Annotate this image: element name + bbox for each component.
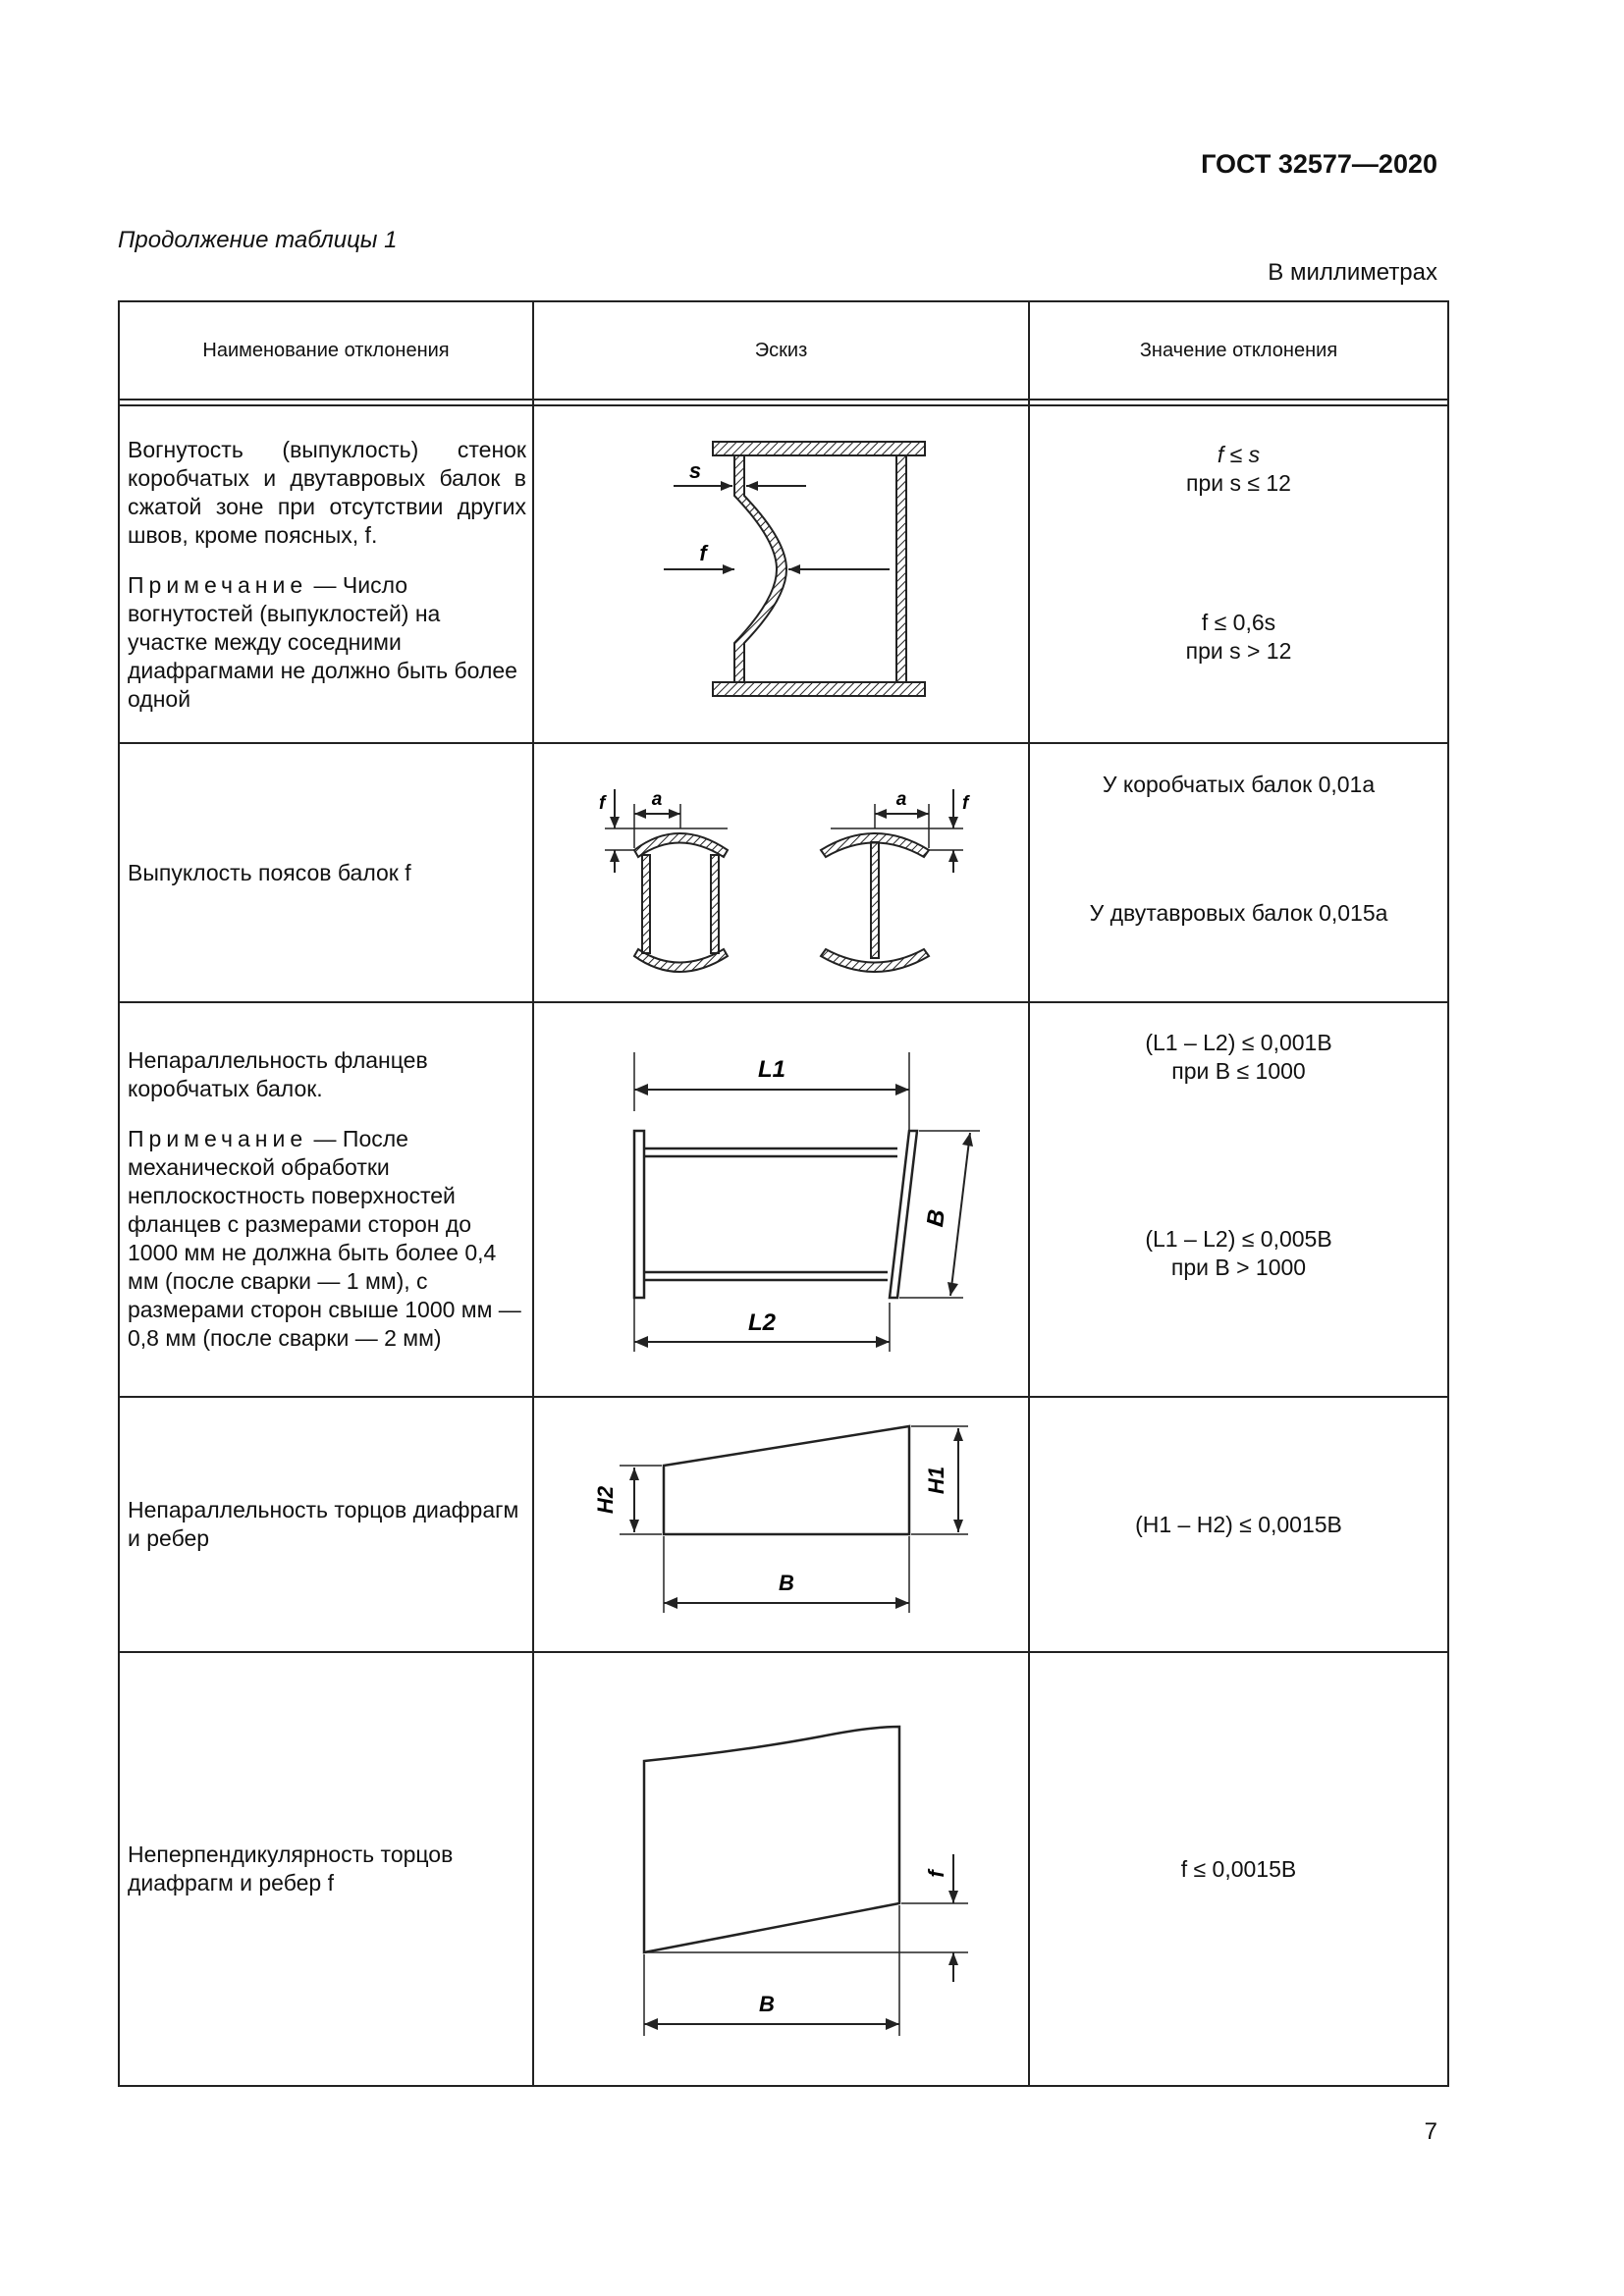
sketch-label-f: f: [598, 793, 605, 814]
sketch-cell: [533, 743, 1029, 1002]
column-header-sketch: Эскиз: [533, 301, 1029, 400]
deviation-name-cell: [119, 1652, 533, 2086]
deviation-name: Непараллельность фланцев коробчатых балок.: [128, 1047, 428, 1101]
standard-code: ГОСТ 32577—2020: [1201, 149, 1437, 179]
deviation-name: Неперпендикулярность торцов диафрагм и ребер f: [128, 1842, 454, 1896]
deviation-value: [1029, 1397, 1448, 1652]
sketch-label-h1: H1: [923, 1466, 948, 1495]
end-nonperpendicular-sketch: [575, 1682, 988, 2056]
deviation-value: [1030, 1003, 1447, 1111]
sketch-cell: [533, 1397, 1029, 1652]
value-subtable: [1030, 1003, 1447, 1396]
sketch-label-h2: H2: [592, 1485, 618, 1515]
value-subtable: [1030, 744, 1447, 1001]
sketch-label-b: B: [778, 1571, 794, 1595]
value-line-1: (L1 – L2) ≤ 0,005B: [1145, 1226, 1332, 1252]
table-row: [119, 1002, 1448, 1397]
table-row: [119, 405, 1448, 743]
deviation-name-cell: [119, 405, 533, 743]
sketch-label-s: s: [688, 458, 701, 483]
deviation-value: [1030, 1111, 1447, 1396]
deviation-note: [128, 571, 526, 714]
column-header-value: Значение отклонения: [1029, 301, 1448, 400]
value-line-1: (L1 – L2) ≤ 0,001B: [1145, 1030, 1332, 1055]
note-label: Примечание: [128, 571, 308, 598]
deviation-name: Непараллельность торцов диафрагм и ребер: [128, 1497, 519, 1551]
deviation-name-cell: [119, 1002, 533, 1397]
value-line-1: У двутавровых балок 0,015a: [1089, 899, 1388, 926]
table-header-row: [119, 301, 1448, 400]
sketch-label-a: a: [895, 789, 906, 810]
sketch-cell: [533, 1652, 1029, 2086]
value-line-1: f ≤ s: [1217, 442, 1261, 467]
deviation-value: [1030, 406, 1447, 532]
end-nonparallel-sketch: [575, 1412, 988, 1637]
deviation-value: [1029, 1652, 1448, 2086]
deviation-note: [128, 1125, 526, 1353]
deviation-table: [118, 300, 1449, 2087]
value-line-2: при s > 12: [1185, 638, 1292, 664]
deviation-value: [1030, 532, 1447, 742]
value-line-2: при B > 1000: [1170, 1255, 1307, 1280]
page-number: 7: [1424, 2118, 1437, 2145]
table-row: [119, 1652, 1448, 2086]
flange-convexity-sketch: [585, 760, 978, 986]
sketch-cell: [533, 405, 1029, 743]
value-line-1: (H1 – H2) ≤ 0,0015B: [1135, 1511, 1342, 1537]
note-label: Примечание: [128, 1126, 308, 1151]
sketch-label-b: B: [921, 1207, 950, 1229]
deviation-value: [1030, 744, 1447, 825]
value-line-2: при s ≤ 12: [1186, 470, 1291, 496]
table-row: [119, 743, 1448, 1002]
sketch-label-f: f: [961, 793, 968, 814]
sketch-label-l1: L1: [757, 1056, 785, 1083]
value-line-2: при B ≤ 1000: [1171, 1058, 1306, 1084]
value-line-1: f ≤ 0,6s: [1201, 610, 1276, 635]
deviation-name-cell: [119, 1397, 533, 1652]
deviation-name-cell: [119, 743, 533, 1002]
table-row: [119, 1397, 1448, 1652]
sketch-label-a: a: [651, 789, 662, 810]
note-text: — Число вогнутостей (выпуклостей) на участке между соседними диафрагмами не должно быть более одной: [128, 571, 517, 712]
sketch-label-f: f: [698, 541, 707, 565]
note-text: — После механической обработки неплоскостность поверхностей фланцев с размерами сторон до 1000 мм не должна быть более 0,4 мм (после сварки — 1 мм), с размерами сторон свыше 1000 мм — 0,8 мм (после сварки — 2 мм): [128, 1126, 521, 1351]
column-header-name: Наименование отклонения: [119, 301, 533, 400]
table-continuation-caption: Продолжение таблицы 1: [118, 227, 398, 253]
sketch-cell: [533, 1002, 1029, 1397]
deviation-value: [1030, 825, 1447, 1001]
sketch-label-l2: L2: [747, 1309, 776, 1336]
flange-nonparallel-sketch: [575, 1033, 988, 1366]
value-line-1: f ≤ 0,0015B: [1180, 1855, 1297, 1882]
deviation-name: Вогнутость (выпуклость) стенок коробчатых и двутавровых балок в сжатой зоне при отсутствии других швов, кроме поясных, f.: [128, 436, 526, 548]
value-line-1: У коробчатых балок 0,01a: [1102, 771, 1376, 797]
value-subtable: [1030, 406, 1447, 742]
units-note: В миллиметрах: [1268, 259, 1437, 286]
sketch-label-b: B: [758, 1992, 775, 2016]
deviation-name: Выпуклость поясов балок f: [128, 859, 411, 885]
sketch-label-f: f: [923, 1870, 948, 1878]
web-concavity-sketch: [634, 427, 929, 721]
